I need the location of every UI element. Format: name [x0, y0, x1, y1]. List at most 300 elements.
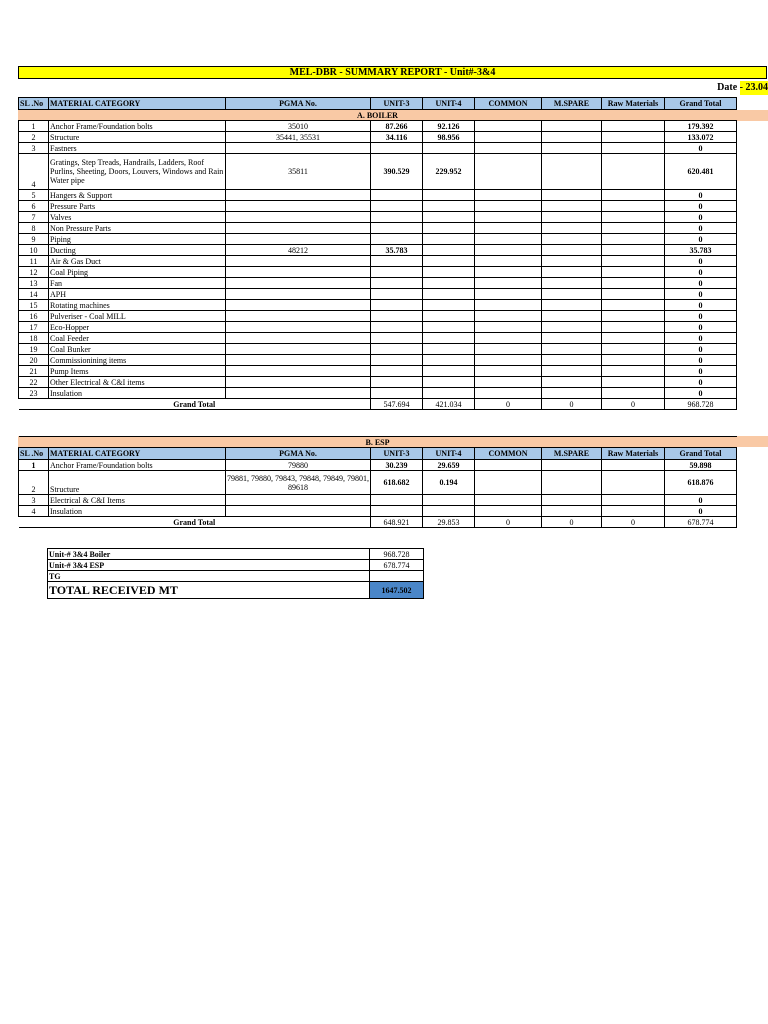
row-sl-no: 1 [19, 460, 49, 471]
table-row [19, 267, 737, 278]
table-row [19, 355, 737, 366]
header-common: COMMON [475, 448, 542, 460]
row-grand-total: 0 [665, 278, 737, 289]
row-unit-4 [423, 300, 475, 311]
row-raw-materials [602, 366, 665, 377]
row-m-spare [542, 388, 602, 399]
header-unit-4: UNIT-4 [423, 98, 475, 110]
row-pgma-no [226, 278, 371, 289]
header-sl-no: SL .No [19, 98, 49, 110]
row-raw-materials [602, 355, 665, 366]
row-pgma-no [226, 322, 371, 333]
row-material-category: Fastners [49, 143, 226, 154]
summary-label: Unit-# 3&4 ESP [48, 560, 370, 571]
row-grand-total: 0 [665, 256, 737, 267]
total-unit-3: 547.694 [371, 399, 423, 410]
row-common [475, 471, 542, 495]
row-grand-total: 0 [665, 267, 737, 278]
row-raw-materials [602, 471, 665, 495]
row-raw-materials [602, 223, 665, 234]
row-pgma-no [226, 289, 371, 300]
row-pgma-no [226, 366, 371, 377]
row-common [475, 460, 542, 471]
summary-value: 968.728 [370, 549, 424, 560]
row-unit-4 [423, 256, 475, 267]
row-pgma-no [226, 256, 371, 267]
row-m-spare [542, 333, 602, 344]
total-m-spare: 0 [542, 517, 602, 528]
row-unit-4: 0.194 [423, 471, 475, 495]
section-header-row [19, 437, 737, 448]
row-material-category: Coal Bunker [49, 344, 226, 355]
header-material-category: MATERIAL CATEGORY [49, 448, 226, 460]
row-grand-total: 0 [665, 190, 737, 201]
row-sl-no: 18 [19, 333, 49, 344]
header-m-spare: M.SPARE [542, 98, 602, 110]
row-pgma-no [226, 190, 371, 201]
table-row [19, 201, 737, 212]
row-common [475, 311, 542, 322]
row-raw-materials [602, 256, 665, 267]
row-m-spare [542, 355, 602, 366]
row-sl-no: 16 [19, 311, 49, 322]
row-unit-3: 87.266 [371, 121, 423, 132]
section-label: A. BOILER [19, 110, 737, 121]
row-common [475, 333, 542, 344]
total-unit-4: 421.034 [423, 399, 475, 410]
row-material-category: Gratings, Step Treads, Handrails, Ladders, Roof Purlins, Sheeting, Doors, Louvers, Windows and Rain Water pipe [49, 154, 226, 190]
row-grand-total: 0 [665, 322, 737, 333]
row-m-spare [542, 471, 602, 495]
total-grand-total: 968.728 [665, 399, 737, 410]
header-raw-materials: Raw Materials [602, 448, 665, 460]
row-sl-no: 4 [19, 506, 49, 517]
row-material-category: Pressure Parts [49, 201, 226, 212]
row-m-spare [542, 506, 602, 517]
row-sl-no: 11 [19, 256, 49, 267]
row-common [475, 289, 542, 300]
table-row [19, 311, 737, 322]
row-unit-3 [371, 333, 423, 344]
summary-row [48, 560, 424, 571]
row-unit-4 [423, 245, 475, 256]
table-row [19, 333, 737, 344]
row-grand-total: 59.898 [665, 460, 737, 471]
row-sl-no: 7 [19, 212, 49, 223]
row-pgma-no: 35010 [226, 121, 371, 132]
header-sl-no: SL .No [19, 448, 49, 460]
table-row [19, 344, 737, 355]
row-material-category: Coal Piping [49, 267, 226, 278]
row-pgma-no [226, 234, 371, 245]
row-sl-no: 13 [19, 278, 49, 289]
row-material-category: Non Pressure Parts [49, 223, 226, 234]
header-grand-total: Grand Total [665, 98, 737, 110]
row-sl-no: 9 [19, 234, 49, 245]
row-unit-4 [423, 322, 475, 333]
row-grand-total: 0 [665, 289, 737, 300]
boiler-table [18, 97, 737, 410]
row-common [475, 190, 542, 201]
row-unit-3 [371, 223, 423, 234]
row-material-category: Coal Feeder [49, 333, 226, 344]
row-grand-total: 0 [665, 333, 737, 344]
header-unit-3: UNIT-3 [371, 448, 423, 460]
table-row [19, 388, 737, 399]
row-material-category: Eco-Hopper [49, 322, 226, 333]
row-m-spare [542, 223, 602, 234]
row-unit-3 [371, 311, 423, 322]
row-grand-total: 0 [665, 311, 737, 322]
row-material-category: Pulveriser - Coal MILL [49, 311, 226, 322]
row-pgma-no [226, 506, 371, 517]
row-raw-materials [602, 344, 665, 355]
row-raw-materials [602, 322, 665, 333]
row-grand-total: 0 [665, 495, 737, 506]
row-m-spare [542, 234, 602, 245]
row-grand-total: 618.876 [665, 471, 737, 495]
row-m-spare [542, 256, 602, 267]
row-material-category: Other Electrical & C&I items [49, 377, 226, 388]
row-raw-materials [602, 212, 665, 223]
row-grand-total: 0 [665, 234, 737, 245]
row-common [475, 506, 542, 517]
row-unit-4 [423, 212, 475, 223]
row-pgma-no [226, 355, 371, 366]
summary-table [47, 548, 424, 599]
row-material-category: Rotating machines [49, 300, 226, 311]
row-raw-materials [602, 154, 665, 190]
row-unit-3 [371, 495, 423, 506]
row-material-category: Air & Gas Duct [49, 256, 226, 267]
table-row [19, 377, 737, 388]
table-row [19, 278, 737, 289]
row-sl-no: 8 [19, 223, 49, 234]
report-title: MEL-DBR - SUMMARY REPORT - Unit#-3&4 [18, 66, 767, 79]
row-material-category: Structure [49, 471, 226, 495]
row-unit-4 [423, 234, 475, 245]
row-m-spare [542, 143, 602, 154]
total-common: 0 [475, 399, 542, 410]
table-row [19, 132, 737, 143]
row-material-category: Insulation [49, 388, 226, 399]
row-sl-no: 4 [19, 154, 49, 190]
row-pgma-no [226, 344, 371, 355]
row-unit-3: 34.116 [371, 132, 423, 143]
row-pgma-no: 79880 [226, 460, 371, 471]
row-common [475, 300, 542, 311]
row-grand-total: 0 [665, 143, 737, 154]
row-pgma-no [226, 333, 371, 344]
row-unit-3 [371, 143, 423, 154]
row-sl-no: 17 [19, 322, 49, 333]
row-sl-no: 10 [19, 245, 49, 256]
row-unit-3 [371, 278, 423, 289]
row-raw-materials [602, 278, 665, 289]
row-material-category: Hangers & Support [49, 190, 226, 201]
row-unit-3: 618.682 [371, 471, 423, 495]
row-pgma-no: 35441, 35531 [226, 132, 371, 143]
row-sl-no: 14 [19, 289, 49, 300]
row-material-category: Piping [49, 234, 226, 245]
row-unit-3 [371, 201, 423, 212]
row-sl-no: 2 [19, 132, 49, 143]
row-raw-materials [602, 234, 665, 245]
table-row [19, 234, 737, 245]
table-row [19, 143, 737, 154]
total-raw-materials: 0 [602, 399, 665, 410]
row-m-spare [542, 460, 602, 471]
row-unit-4 [423, 311, 475, 322]
row-grand-total: 0 [665, 212, 737, 223]
row-material-category: Insulation [49, 506, 226, 517]
row-common [475, 278, 542, 289]
row-m-spare [542, 121, 602, 132]
row-common [475, 267, 542, 278]
row-unit-3: 390.529 [371, 154, 423, 190]
row-common [475, 322, 542, 333]
row-pgma-no: 79881, 79880, 79843, 79848, 79849, 79801, 89618 [226, 471, 371, 495]
total-grand-total: 678.774 [665, 517, 737, 528]
summary-row [48, 571, 424, 582]
summary-label: TG [48, 571, 370, 582]
row-raw-materials [602, 132, 665, 143]
row-raw-materials [602, 495, 665, 506]
row-unit-3 [371, 388, 423, 399]
row-unit-4 [423, 143, 475, 154]
table-row [19, 154, 737, 190]
total-m-spare: 0 [542, 399, 602, 410]
row-m-spare [542, 344, 602, 355]
table-row [19, 289, 737, 300]
row-unit-3: 35.783 [371, 245, 423, 256]
row-sl-no: 12 [19, 267, 49, 278]
row-unit-3: 30.239 [371, 460, 423, 471]
header-unit-3: UNIT-3 [371, 98, 423, 110]
row-unit-4 [423, 289, 475, 300]
row-unit-4 [423, 201, 475, 212]
row-sl-no: 3 [19, 143, 49, 154]
row-common [475, 377, 542, 388]
row-common [475, 366, 542, 377]
table-row [19, 506, 737, 517]
row-pgma-no [226, 300, 371, 311]
row-m-spare [542, 201, 602, 212]
header-pgma-no: PGMA No. [226, 98, 371, 110]
row-common [475, 223, 542, 234]
row-sl-no: 6 [19, 201, 49, 212]
table-row [19, 471, 737, 495]
summary-total-row [48, 582, 424, 599]
row-raw-materials [602, 388, 665, 399]
row-pgma-no [226, 143, 371, 154]
summary-value: 678.774 [370, 560, 424, 571]
row-unit-3 [371, 289, 423, 300]
row-pgma-no [226, 388, 371, 399]
row-unit-4 [423, 223, 475, 234]
row-unit-4 [423, 506, 475, 517]
row-pgma-no [226, 212, 371, 223]
grand-total-label: Grand Total [19, 399, 371, 410]
row-grand-total: 0 [665, 201, 737, 212]
row-unit-3 [371, 234, 423, 245]
summary-value [370, 571, 424, 582]
row-pgma-no [226, 267, 371, 278]
row-grand-total: 0 [665, 366, 737, 377]
row-common [475, 256, 542, 267]
table-row [19, 460, 737, 471]
row-unit-4: 92.126 [423, 121, 475, 132]
row-common [475, 143, 542, 154]
grand-total-row [19, 517, 737, 528]
row-raw-materials [602, 267, 665, 278]
row-grand-total: 0 [665, 300, 737, 311]
row-sl-no: 2 [19, 471, 49, 495]
row-unit-4 [423, 190, 475, 201]
row-sl-no: 3 [19, 495, 49, 506]
row-grand-total: 35.783 [665, 245, 737, 256]
row-sl-no: 5 [19, 190, 49, 201]
row-sl-no: 19 [19, 344, 49, 355]
row-raw-materials [602, 121, 665, 132]
grand-total-row [19, 399, 737, 410]
row-m-spare [542, 377, 602, 388]
row-sl-no: 1 [19, 121, 49, 132]
row-grand-total: 0 [665, 223, 737, 234]
table-row [19, 256, 737, 267]
row-unit-4 [423, 333, 475, 344]
header-raw-materials: Raw Materials [602, 98, 665, 110]
row-material-category: Valves [49, 212, 226, 223]
row-raw-materials [602, 333, 665, 344]
row-raw-materials [602, 300, 665, 311]
total-received-value: 1647.502 [370, 582, 424, 599]
row-raw-materials [602, 311, 665, 322]
row-unit-4 [423, 344, 475, 355]
row-m-spare [542, 311, 602, 322]
row-sl-no: 23 [19, 388, 49, 399]
header-unit-4: UNIT-4 [423, 448, 475, 460]
header-grand-total: Grand Total [665, 448, 737, 460]
row-grand-total: 620.481 [665, 154, 737, 190]
row-grand-total: 0 [665, 355, 737, 366]
row-raw-materials [602, 143, 665, 154]
row-common [475, 154, 542, 190]
row-pgma-no [226, 377, 371, 388]
summary-row [48, 549, 424, 560]
row-raw-materials [602, 245, 665, 256]
total-raw-materials: 0 [602, 517, 665, 528]
row-m-spare [542, 289, 602, 300]
row-common [475, 245, 542, 256]
table-row [19, 300, 737, 311]
row-unit-4 [423, 388, 475, 399]
row-raw-materials [602, 506, 665, 517]
table-header-row [19, 98, 737, 110]
row-pgma-no: 48212 [226, 245, 371, 256]
row-m-spare [542, 132, 602, 143]
row-m-spare [542, 190, 602, 201]
row-common [475, 355, 542, 366]
table-row [19, 245, 737, 256]
row-unit-3 [371, 190, 423, 201]
row-unit-4 [423, 366, 475, 377]
row-unit-4 [423, 267, 475, 278]
header-pgma-no: PGMA No. [226, 448, 371, 460]
row-common [475, 132, 542, 143]
esp-table [18, 436, 737, 528]
row-common [475, 388, 542, 399]
row-material-category: Anchor Frame/Foundation bolts [49, 460, 226, 471]
header-material-category: MATERIAL CATEGORY [49, 98, 226, 110]
table-row [19, 322, 737, 333]
row-material-category: Fan [49, 278, 226, 289]
row-raw-materials [602, 190, 665, 201]
header-m-spare: M.SPARE [542, 448, 602, 460]
row-m-spare [542, 245, 602, 256]
row-unit-3 [371, 267, 423, 278]
table-header-row [19, 448, 737, 460]
table-row [19, 366, 737, 377]
total-unit-3: 648.921 [371, 517, 423, 528]
row-pgma-no [226, 495, 371, 506]
row-m-spare [542, 495, 602, 506]
row-unit-3 [371, 366, 423, 377]
row-material-category: APH [49, 289, 226, 300]
section-label: B. ESP [19, 437, 737, 448]
row-pgma-no [226, 201, 371, 212]
row-unit-3 [371, 377, 423, 388]
row-material-category: Anchor Frame/Foundation bolts [49, 121, 226, 132]
row-m-spare [542, 278, 602, 289]
row-raw-materials [602, 201, 665, 212]
row-raw-materials [602, 460, 665, 471]
row-common [475, 344, 542, 355]
row-sl-no: 20 [19, 355, 49, 366]
row-material-category: Pump Items [49, 366, 226, 377]
grand-total-label: Grand Total [19, 517, 371, 528]
row-common [475, 495, 542, 506]
total-common: 0 [475, 517, 542, 528]
row-m-spare [542, 267, 602, 278]
row-sl-no: 22 [19, 377, 49, 388]
row-unit-3 [371, 256, 423, 267]
row-grand-total: 179.392 [665, 121, 737, 132]
row-raw-materials [602, 377, 665, 388]
table-row [19, 121, 737, 132]
row-material-category: Structure [49, 132, 226, 143]
row-sl-no: 21 [19, 366, 49, 377]
row-grand-total: 0 [665, 377, 737, 388]
row-grand-total: 0 [665, 344, 737, 355]
row-unit-3 [371, 212, 423, 223]
row-m-spare [542, 322, 602, 333]
row-common [475, 201, 542, 212]
row-m-spare [542, 212, 602, 223]
row-sl-no: 15 [19, 300, 49, 311]
row-unit-3 [371, 322, 423, 333]
row-pgma-no [226, 311, 371, 322]
row-unit-4 [423, 377, 475, 388]
row-raw-materials [602, 289, 665, 300]
row-unit-4 [423, 278, 475, 289]
row-unit-3 [371, 344, 423, 355]
section-header-row [19, 110, 737, 121]
row-unit-3 [371, 355, 423, 366]
row-unit-3 [371, 300, 423, 311]
row-unit-4: 229.952 [423, 154, 475, 190]
row-m-spare [542, 300, 602, 311]
